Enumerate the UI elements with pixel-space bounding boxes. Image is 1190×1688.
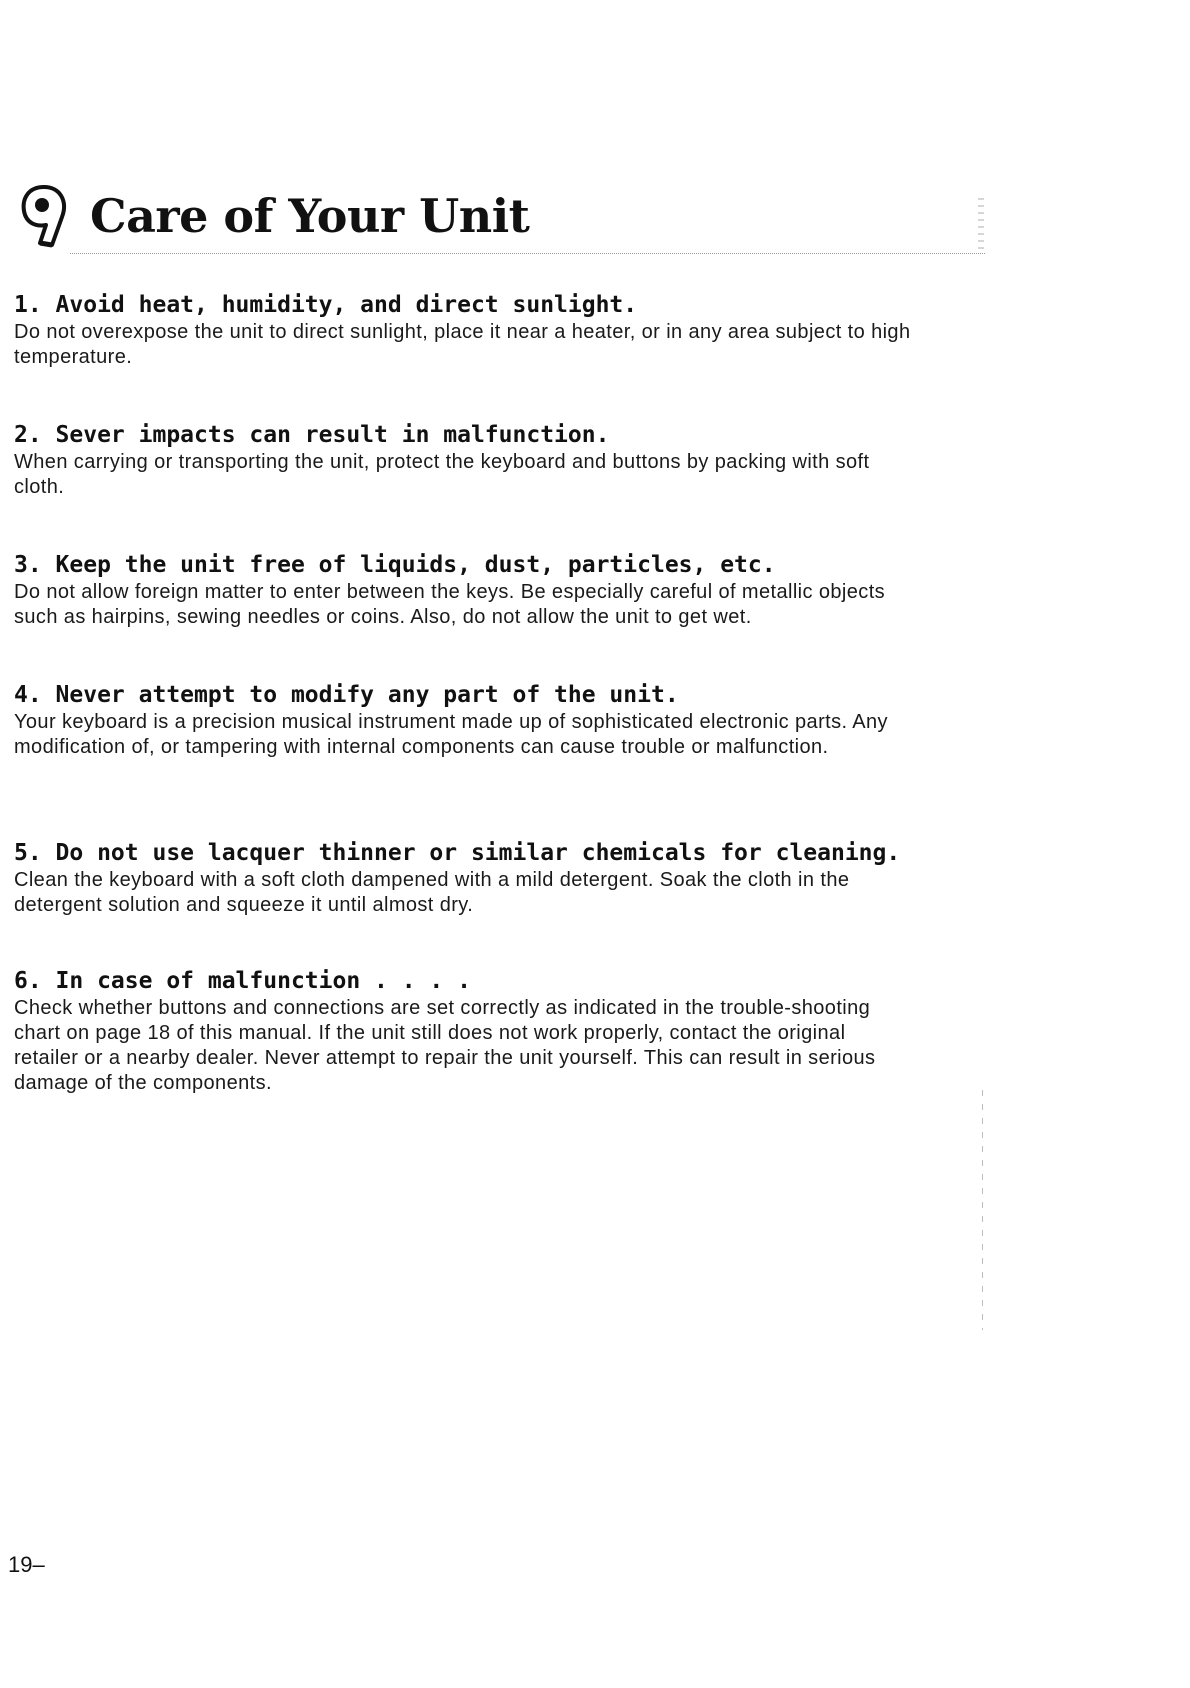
care-item-impacts [14, 420, 914, 550]
title-divider [70, 253, 985, 254]
item-body: When carrying or transporting the unit, protect the keyboard and buttons by packing with soft cloth. [14, 451, 870, 498]
item-body: Clean the keyboard with a soft cloth dampened with a mild detergent. Soak the cloth in the detergent solution and squeeze it until almost dry. [14, 869, 850, 916]
item-heading: 5. Do not use lacquer thinner or similar chemicals for cleaning. [14, 840, 901, 866]
item-heading: 3. Keep the unit free of liquids, dust, particles, etc. [14, 552, 776, 578]
item-heading: 2. Sever impacts can result in malfunction. [14, 422, 610, 448]
item-body: Check whether buttons and connections are set correctly as indicated in the trouble-shooting chart on page 18 of this manual. If the unit still does not work properly, contact the original retailer or a nearby dealer. Never attempt to repair the unit yourself. This can result in serious damage of the components. [14, 997, 876, 1094]
item-body: Your keyboard is a precision musical instrument made up of sophisticated electronic parts. Any modification of, or tampering with internal components can cause trouble or malfunction. [14, 711, 888, 758]
care-item-avoid-heat [14, 290, 914, 420]
item-heading: 1. Avoid heat, humidity, and direct sunlight. [14, 292, 638, 318]
care-instructions-list [14, 290, 914, 1096]
item-heading: 6. In case of malfunction . . . . [14, 968, 471, 994]
scan-artifact [978, 198, 984, 254]
chapter-header [18, 180, 529, 252]
item-body: Do not overexpose the unit to direct sunlight, place it near a heater, or in any area subject to high temperature. [14, 321, 911, 368]
page-title: Care of Your Unit [90, 189, 530, 243]
item-body: Do not allow foreign matter to enter between the keys. Be especially careful of metallic objects such as hairpins, sewing needles or coins. Also, do not allow the unit to get wet. [14, 581, 886, 628]
scan-artifact [982, 1090, 983, 1330]
care-item-liquids-dust [14, 550, 914, 680]
care-item-malfunction [14, 966, 914, 1096]
care-item-no-modification [14, 680, 914, 838]
care-item-cleaning [14, 838, 914, 966]
chapter-number-badge-icon [18, 183, 70, 249]
item-heading: 4. Never attempt to modify any part of the unit. [14, 682, 679, 708]
chapter-number-glyph [18, 183, 70, 249]
page-number: 19– [8, 1552, 45, 1577]
